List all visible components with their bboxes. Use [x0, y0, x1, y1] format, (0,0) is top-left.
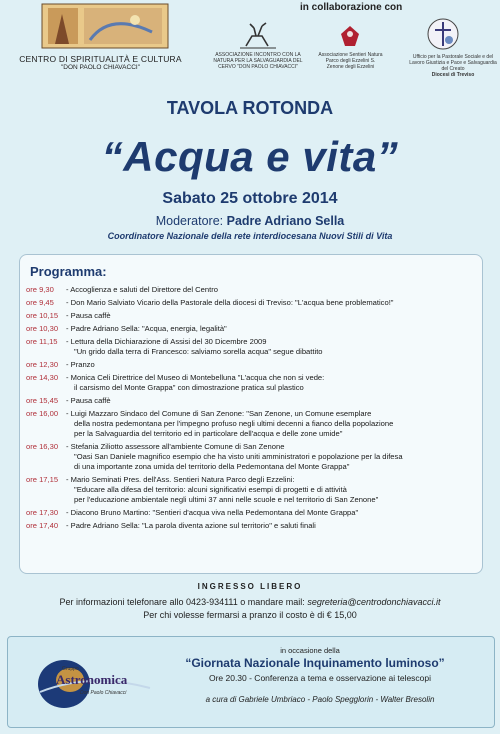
program-row: [26, 396, 111, 406]
program-row: [26, 409, 394, 438]
astronomica-sub: Don Paolo Chiavacci: [80, 690, 127, 696]
program-separator: -: [66, 285, 71, 294]
diocesi-logo: [425, 16, 461, 52]
program-time: ore 16,30: [26, 442, 59, 451]
deer-logo: [238, 22, 278, 50]
event-title: “Acqua e vita”: [101, 133, 399, 180]
partner-text-3-bold: Diocesi di Treviso: [431, 72, 475, 78]
program-separator: -: [66, 298, 71, 307]
program-time: ore 16,00: [26, 409, 59, 418]
program-row: [26, 475, 379, 504]
program-row: [26, 360, 95, 370]
astronomica-small: Gruppo: [62, 666, 79, 672]
program-time: ore 11,15: [26, 337, 58, 346]
program-text: Lettura della Dichiarazione di Assisi del 30 Dicembre 2009: [70, 337, 267, 346]
program-text: di una importante zona umida del territorio della Pedemontana del Monte Grappa": [74, 462, 350, 471]
program-row: [26, 298, 394, 308]
program-text: Padre Adriano Sella: "Acqua, energia, legalità": [70, 324, 227, 333]
program-row: [26, 324, 227, 334]
program-row: [26, 508, 358, 518]
program-text: Pausa caffè: [70, 396, 111, 405]
info-contacts: [0, 597, 500, 607]
program-time: ore 9,30: [26, 285, 54, 294]
collaboration-title: in collaborazione con: [300, 2, 403, 13]
moderator-label: Moderatore:: [155, 214, 224, 228]
curated-by: a cura di Gabriele Umbriaco - Paolo Spegglorin - Walter Bresolin: [205, 695, 435, 704]
program-separator: -: [66, 373, 71, 382]
program-separator: -: [66, 324, 71, 333]
program-text: "Un grido dalla terra di Francesco: salviamo sorella acqua" segue dibattito: [74, 347, 323, 356]
program-row: [26, 521, 316, 531]
program-time: ore 17,40: [26, 521, 59, 530]
centro-name: CENTRO DI SPIRITUALITÀ E CULTURA: [19, 54, 182, 64]
info-phone: Per informazioni telefonare allo 0423-934111 o mandare mail:: [59, 597, 305, 607]
info-email[interactable]: segreteria@centrodonchiavacci.it: [307, 597, 441, 607]
program-text: "Oasi San Daniele magnifico esempio che ha visto uniti amministratori e popolazione per la difesa: [74, 452, 403, 461]
program-text: il carsismo del Monte Grappa" con dimostrazione pratica sul plastico: [74, 383, 304, 392]
program-text: Padre Adriano Sella: "La parola diventa azione sul territorio" e saluti finali: [70, 521, 316, 530]
program-text: Stefania Ziliotto assessore all'ambiente Comune di San Zenone: [70, 442, 285, 451]
program-text: Pausa caffè: [70, 311, 111, 320]
evening-line-1: Ore 20.30 - Conferenza a tema e osservazione ai telescopi: [208, 673, 432, 683]
program-time: ore 10,15: [26, 311, 59, 320]
program-text: Don Mario Salviato Vicario della Pastorale della diocesi di Treviso: "L'acqua bene problematico!": [70, 298, 394, 307]
program-text: della nostra pedemontana per l'impegno profuso negli ultimi decenni a fianco della popolazione: [74, 419, 394, 428]
program-text: per la Salvaguardia del territorio ed in particolare dell'acqua e delle zone umide": [74, 429, 343, 438]
program-text: Diacono Bruno Martino: "Sentieri d'acqua viva nella Pedemontana del Monte Grappa": [70, 508, 359, 517]
program-time: ore 15,45: [26, 396, 59, 405]
occasion: in occasione della: [280, 646, 340, 655]
program-separator: -: [66, 508, 71, 517]
program-title: Programma:: [30, 264, 107, 279]
program-text: Luigi Mazzaro Sindaco del Comune di San Zenone: "San Zenone, un Comune esemplare: [70, 409, 372, 418]
program-separator: -: [66, 442, 71, 451]
program-row: [26, 311, 111, 321]
program-text: Mario Seminati Pres. dell'Ass. Sentieri Natura Parco degli Ezzelini:: [70, 475, 295, 484]
evening-program: [170, 673, 470, 684]
program-time: ore 10,30: [26, 324, 59, 333]
sentieri-logo: [335, 22, 365, 50]
giornata-title: “Giornata Nazionale Inquinamento luminoso”: [185, 656, 445, 670]
program-separator: -: [66, 521, 71, 530]
program-separator: -: [66, 409, 71, 418]
program-text: Accoglienza e saluti del Direttore del Centro: [70, 285, 218, 294]
program-separator: -: [66, 360, 71, 369]
program-text: Pranzo: [70, 360, 95, 369]
astronomica-name: Astronomica: [56, 672, 128, 687]
program-separator: -: [66, 337, 71, 346]
centro-logo: [40, 2, 170, 50]
partner-text-2: Associazione Sentieri Natura Parco degli Ezzelini S. Zenone degli Ezzelini: [318, 52, 383, 70]
program-time: ore 9,45: [26, 298, 54, 307]
program-text: Monica Celi Direttrice del Museo di Montebelluna "L'acqua che non si vede:: [70, 373, 325, 382]
moderator-name: Padre Adriano Sella: [226, 214, 345, 228]
moderator: [0, 214, 500, 228]
program-time: ore 17,15: [26, 475, 59, 484]
program-row: [26, 337, 323, 356]
program-time: ore 14,30: [26, 373, 59, 382]
partner-text-1: ASSOCIAZIONE INCONTRO CON LA NATURA PER LA SALVAGUARDIA DEL CERVO "DON PAOLO CHIAVACCI": [213, 52, 303, 70]
program-row: [26, 285, 218, 295]
partner-text-3-main: Ufficio per la Pastorale Sociale e del Lavoro Giustizia e Pace e Salvaguardia del Creato: [409, 54, 497, 72]
centro-subtitle: "DON PAOLO CHIAVACCI": [60, 64, 140, 71]
program-separator: -: [66, 475, 71, 484]
program-row: [26, 373, 325, 392]
event-type: TAVOLA ROTONDA: [166, 98, 334, 118]
program-text: per l'educazione ambientale negli ultimi 37 anni nelle scuole e nel territorio di San Zenone": [74, 495, 379, 504]
program-row: [26, 442, 403, 471]
program-separator: -: [66, 396, 71, 405]
program-time: ore 17,30: [26, 508, 59, 517]
event-date: Sabato 25 ottobre 2014: [162, 190, 338, 207]
partner-text-3: [408, 54, 498, 78]
program-text: "Educare alla difesa del territorio: alcuni significativi esempi di progetti e di attività: [74, 485, 347, 494]
program-separator: -: [66, 311, 71, 320]
program-time: ore 12,30: [26, 360, 59, 369]
info-lunch: Per chi volesse fermarsi a pranzo il costo è di € 15,00: [143, 610, 357, 620]
coordinator: Coordinatore Nazionale della rete interdiocesana Nuovi Stili di Vita: [107, 231, 393, 241]
free-entry: INGRESSO LIBERO: [197, 582, 303, 591]
